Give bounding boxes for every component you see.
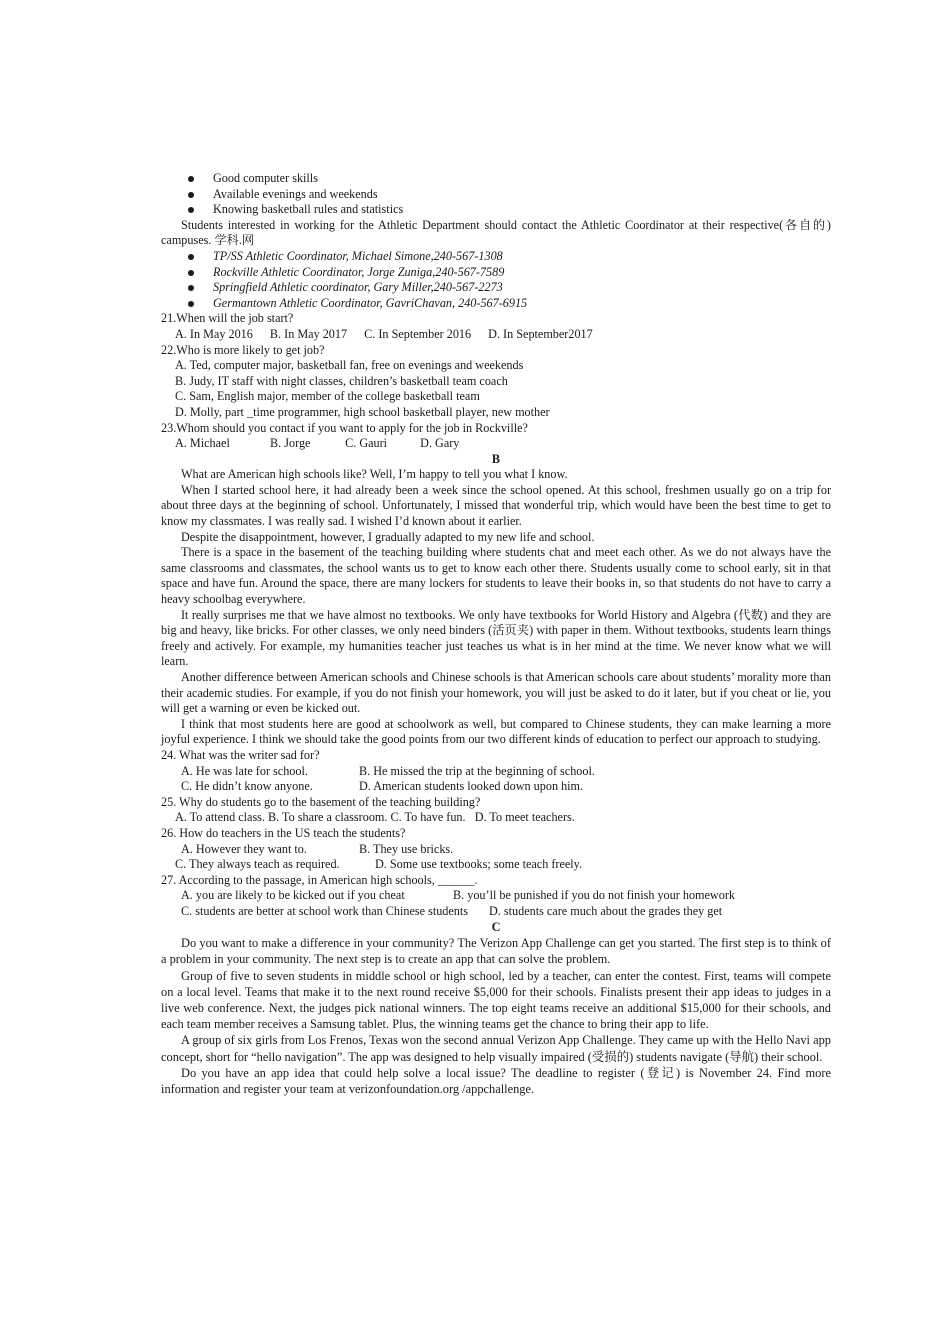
question-options xyxy=(161,842,831,858)
paragraph: Group of five to seven students in middle school or high school, led by a teacher, can enter the contest. First, teams will compete on a local level. Teams that make it to the next round receive $5,000 for their schools. Finalists present their app ideas to judges in a live web conference. Next, the judges pick national winners. The top eight teams receive an additional $15,000 for their schools, and each team member receives a Samsung tablet. Plus, the winning teams get the chance to bring their app to life. xyxy=(161,968,831,1032)
list-item: Knowing basketball rules and statistics xyxy=(161,202,831,218)
option: C. They always teach as required. xyxy=(175,857,340,872)
option: A. Michael xyxy=(175,436,230,451)
option: B. Judy, IT staff with night classes, children’s basketball team coach xyxy=(175,373,508,388)
passage-b xyxy=(161,467,831,748)
section-c-label: C xyxy=(491,919,501,934)
option: C. Sam, English major, member of the college basketball team xyxy=(175,389,480,404)
page-content xyxy=(161,171,831,1097)
option: B. He missed the trip at the beginning of school. xyxy=(359,763,595,778)
option: D. Some use textbooks; some teach freely. xyxy=(375,857,583,872)
section-b-label: B xyxy=(491,451,501,466)
requirements-list xyxy=(161,171,831,218)
question-stem: 27. According to the passage, in American high schools, ______. xyxy=(161,872,478,887)
option: B. In May 2017 xyxy=(269,326,348,341)
paragraph: When I started school here, it had already been a week since the school opened. At this school, freshmen usually go on a trip for about three days at the beginning of school. Unfortunately, I missed that wonderful trip, which would have been the best time to get to know my classmates. I was really sad. I wished I’d known about it earlier. xyxy=(161,482,831,529)
question-options xyxy=(161,327,831,343)
question-22 xyxy=(161,343,831,421)
question-23 xyxy=(161,421,831,452)
paragraph: A group of six girls from Los Frenos, Texas won the second annual Verizon App Challenge. They came up with the Hello Navi app concept, short for “hello navigation”. The app was designed to help visually impaired (受损的) students navigate (导航) their school. xyxy=(161,1033,831,1064)
question-options xyxy=(161,857,831,873)
list-item: Springfield Athletic coordinator, Gary Miller,240-567-2273 xyxy=(161,280,831,296)
question-options xyxy=(161,888,831,904)
passage-c xyxy=(161,935,831,1097)
question-stem: 21.When will the job start? xyxy=(161,311,294,326)
paragraph: Do you want to make a difference in your community? The Verizon App Challenge can get you started. The first step is to think of a problem in your community. The next step is to create an app that can solve the problem. xyxy=(161,936,831,967)
paragraph: Do you have an app idea that could help solve a local issue? The deadline to register (登记) is November 24. Find more information and register your team at verizonfoundation.org /appchallenge. xyxy=(161,1065,831,1096)
option: D. American students looked down upon him. xyxy=(359,779,584,794)
paragraph: Another difference between American schools and Chinese schools is that American schools care about students’ morality more than their academic studies. For example, if you do not finish your homework, you will just be asked to do it later, but if you cheat or lie, you will get a warning or even be kicked out. xyxy=(161,670,831,716)
option: D. Molly, part _time programmer, high school basketball player, new mother xyxy=(175,404,550,419)
option: C. He didn’t know anyone. xyxy=(181,779,313,794)
option: C. Gauri xyxy=(345,436,388,451)
question-stem: 26. How do teachers in the US teach the students? xyxy=(161,825,406,840)
list-item: Good computer skills xyxy=(161,171,831,187)
option: A. He was late for school. xyxy=(181,763,308,778)
contact-intro: Students interested in working for the Athletic Department should contact the Athletic Coordinator at their respective(各自的) campuses. 学科.网 xyxy=(161,217,831,248)
option: C. In September 2016 xyxy=(364,326,472,341)
question-options xyxy=(161,764,831,780)
option: A. Ted, computer major, basketball fan, free on evenings and weekends xyxy=(175,358,524,373)
question-24 xyxy=(161,748,831,795)
list-item: Rockville Athletic Coordinator, Jorge Zuniga,240-567-7589 xyxy=(161,265,831,281)
paragraph: There is a space in the basement of the teaching building where students chat and meet each other. As we do not always have the same classrooms and classmates, the school wants us to get to know each other there. Students usually come to school early, sit in that space and have fun. Around the space, there are many lockers for students to leave their books in, so that students do not have to carry a heavy schoolbag everywhere. xyxy=(161,545,831,607)
question-stem: 23.Whom should you contact if you want to apply for the job in Rockville? xyxy=(161,420,528,435)
paragraph: Despite the disappointment, however, I gradually adapted to my new life and school. xyxy=(181,529,595,544)
question-stem: 22.Who is more likely to get job? xyxy=(161,342,325,357)
option: D. In September2017 xyxy=(488,326,593,341)
paragraph: It really surprises me that we have almost no textbooks. We only have textbooks for World History and Algebra (代数) and they are big and heavy, like bricks. For other classes, we only need binders (活页夹) with paper in them. Without textbooks, students learn things freely and actively. For example, my humanities teacher just teaches us what is in her mind at the time. We never know what we will learn. xyxy=(161,607,831,669)
list-item: TP/SS Athletic Coordinator, Michael Simone,240-567-1308 xyxy=(161,249,831,265)
option: D. students care much about the grades they get xyxy=(489,903,723,918)
question-options xyxy=(161,779,831,795)
question-25 xyxy=(161,795,831,826)
paragraph: What are American high schools like? Well, I’m happy to tell you what I know. xyxy=(181,467,568,482)
option: B. They use bricks. xyxy=(359,841,454,856)
option: B. you’ll be punished if you do not finish your homework xyxy=(453,888,735,903)
question-26 xyxy=(161,826,831,873)
question-options: A. To attend class. B. To share a classroom. C. To have fun. D. To meet teachers. xyxy=(175,810,575,825)
question-27 xyxy=(161,873,831,920)
list-item: Available evenings and weekends xyxy=(161,187,831,203)
question-21 xyxy=(161,311,831,342)
option: A. However they want to. xyxy=(181,841,307,856)
option: A. In May 2016 xyxy=(175,326,253,341)
coordinator-list xyxy=(161,249,831,311)
paragraph: I think that most students here are good at schoolwork as well, but compared to Chinese students, they can make learning a more joyful experience. I think we should take the good points from our two different kinds of education to perfect our approach to studying. xyxy=(161,716,831,747)
option: D. Gary xyxy=(420,436,460,451)
option: A. you are likely to be kicked out if you cheat xyxy=(181,888,405,903)
option: B. Jorge xyxy=(270,436,311,451)
question-options xyxy=(161,904,831,920)
question-stem: 24. What was the writer sad for? xyxy=(161,747,320,762)
option: C. students are better at school work than Chinese students xyxy=(181,903,469,918)
question-stem: 25. Why do students go to the basement of the teaching building? xyxy=(161,794,481,809)
question-options xyxy=(161,436,831,452)
list-item: Germantown Athletic Coordinator, GavriChavan, 240-567-6915 xyxy=(161,296,831,312)
